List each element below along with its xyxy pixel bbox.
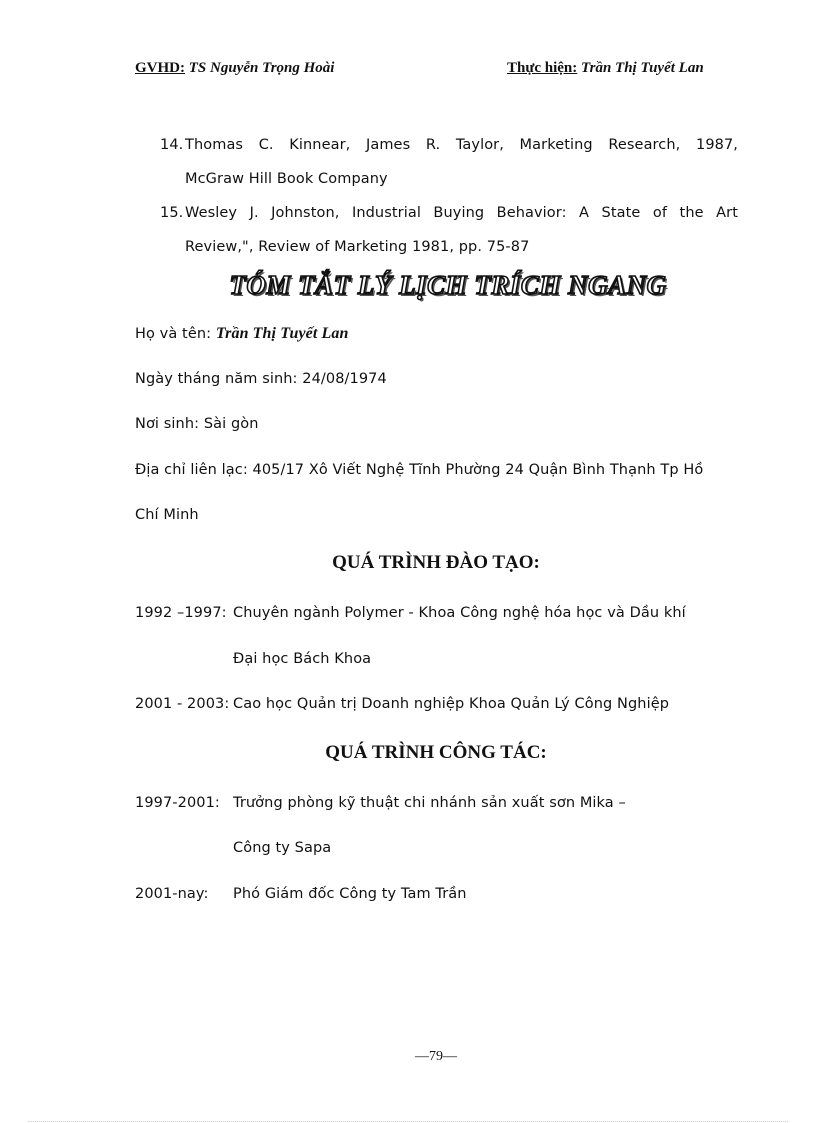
- education-1-line2: Đại học Bách Khoa: [233, 651, 372, 667]
- name-value: Trần Thị Tuyết Lan: [215, 325, 349, 342]
- reference-15-line2: Review,", Review of Marketing 1981, pp. 75-87: [185, 239, 530, 255]
- reference-15-line1: Wesley J. Johnston, Industrial Buying Behavior: A State of the Art: [185, 205, 738, 221]
- reference-14-line1: Thomas C. Kinnear, James R. Taylor, Marketing Research, 1987,: [185, 137, 738, 153]
- page-bottom-divider: [28, 1121, 788, 1122]
- work-1-period: 1997-2001:: [135, 795, 220, 811]
- running-header-author: [507, 60, 704, 77]
- name-row: [135, 325, 349, 343]
- work-1-line2: Công ty Sapa: [233, 840, 332, 856]
- work-1-line1: Trưởng phòng kỹ thuật chi nhánh sản xuất sơn Mika –: [233, 795, 626, 811]
- running-header-advisor: [135, 60, 334, 77]
- reference-15-number: 15.: [160, 205, 184, 221]
- author-name: Trần Thị Tuyết Lan: [581, 60, 704, 76]
- address-line1: Địa chỉ liên lạc: 405/17 Xô Viết Nghệ Tĩnh Phường 24 Quận Bình Thạnh Tp Hồ: [135, 462, 704, 478]
- education-1-line1: Chuyên ngành Polymer - Khoa Công nghệ hóa học và Dầu khí: [233, 605, 686, 621]
- reference-14-line2: McGraw Hill Book Company: [185, 171, 388, 187]
- birthplace: Nơi sinh: Sài gòn: [135, 416, 259, 432]
- page-title: TÓM TẮT LÝ LỊCH TRÍCH NGANG: [229, 270, 667, 300]
- work-heading: QUÁ TRÌNH CÔNG TÁC:: [325, 742, 547, 763]
- advisor-name: TS Nguyễn Trọng Hoài: [188, 60, 335, 76]
- page-number: —79—: [415, 1049, 457, 1064]
- advisor-label: GVHD:: [135, 60, 185, 76]
- education-2-period: 2001 - 2003:: [135, 696, 230, 712]
- education-2-line1: Cao học Quản trị Doanh nghiệp Khoa Quản Lý Công Nghiệp: [233, 696, 670, 712]
- work-2-line1: Phó Giám đốc Công ty Tam Trần: [233, 886, 467, 902]
- reference-14-number: 14.: [160, 137, 184, 153]
- author-label: Thực hiện:: [507, 60, 578, 76]
- work-2-period: 2001-nay:: [135, 886, 209, 902]
- address-line2: Chí Minh: [135, 507, 199, 523]
- name-label: Họ và tên:: [135, 326, 212, 342]
- education-1-period: 1992 –1997:: [135, 605, 227, 621]
- date-of-birth: Ngày tháng năm sinh: 24/08/1974: [135, 371, 387, 387]
- education-heading: QUÁ TRÌNH ĐÀO TẠO:: [332, 552, 540, 573]
